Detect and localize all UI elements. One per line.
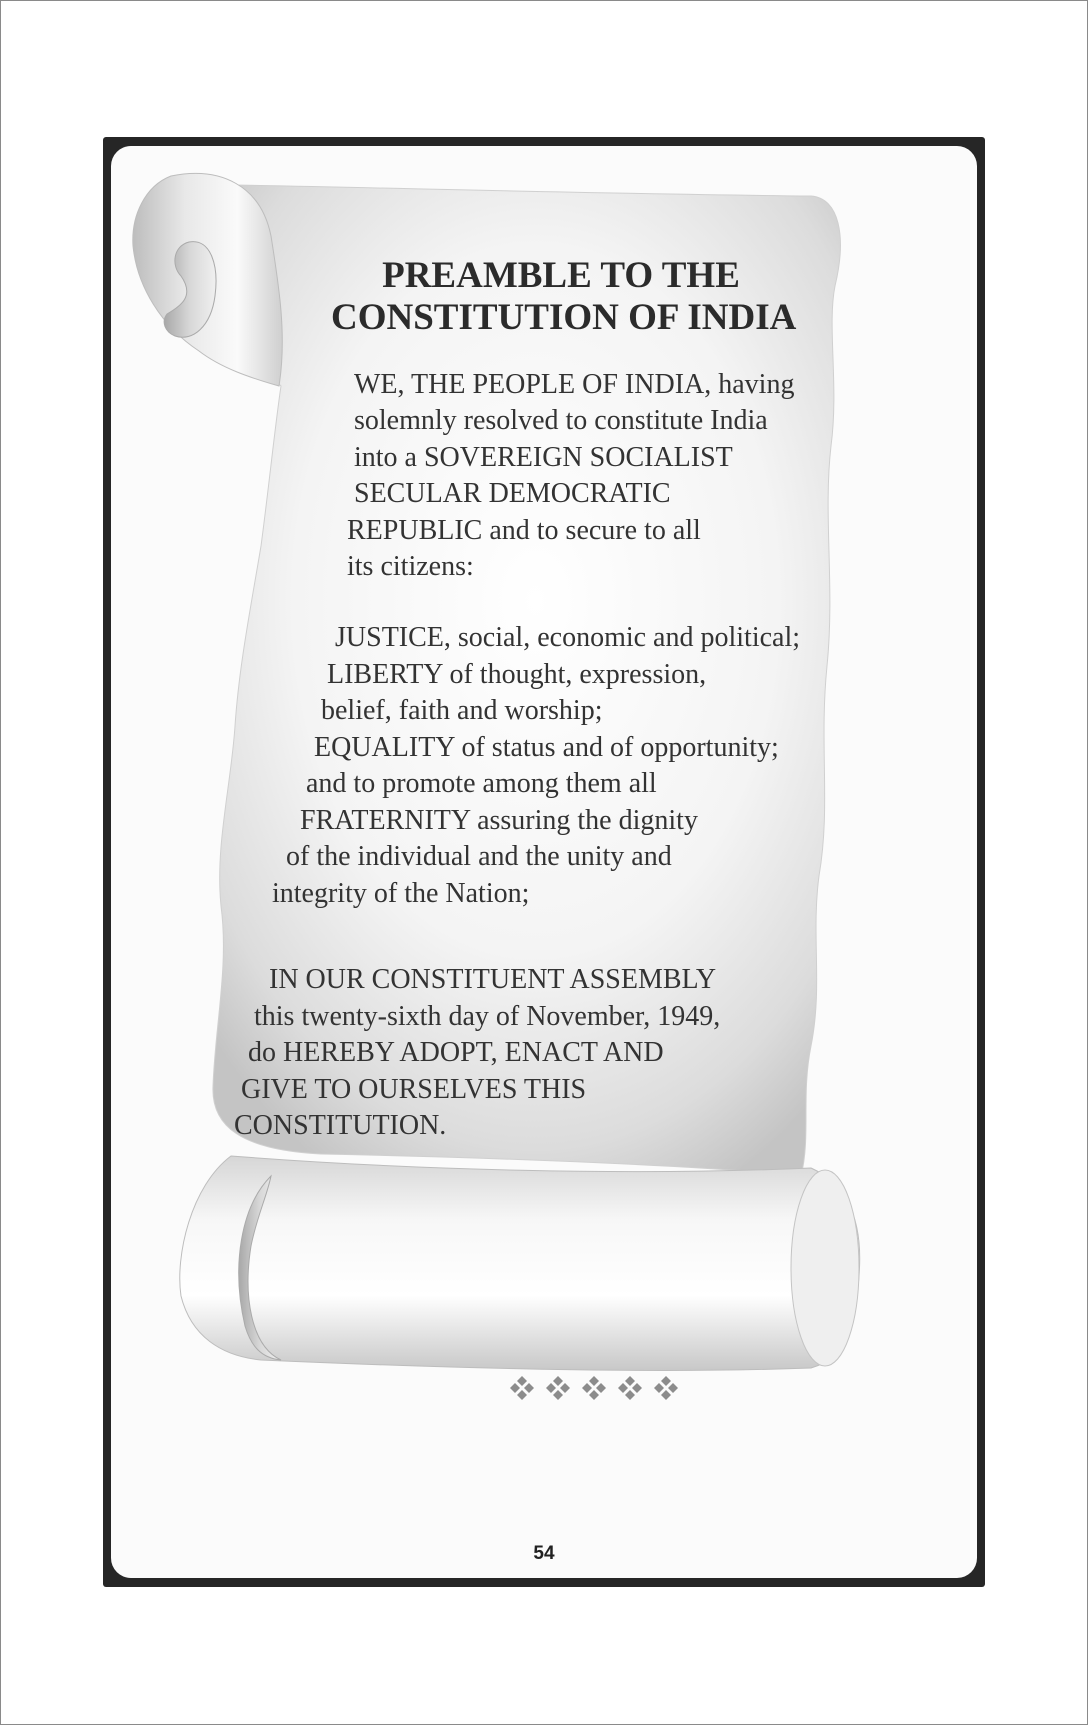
text-line: its citizens: xyxy=(347,551,474,582)
text-line: CONSTITUTION. xyxy=(234,1110,447,1141)
text-line: this twenty-sixth day of November, 1949, xyxy=(254,1001,721,1032)
diamond-cluster-icon xyxy=(618,1376,642,1400)
scroll-bottom-end xyxy=(791,1170,859,1366)
text-line: belief, faith and worship; xyxy=(321,695,603,726)
page-title-line-2: CONSTITUTION OF INDIA xyxy=(331,297,797,338)
scroll-bottom-roll xyxy=(180,1156,860,1370)
page-number: 54 xyxy=(533,1543,555,1564)
text-line: and to promote among them all xyxy=(306,768,657,799)
text-line: WE, THE PEOPLE OF INDIA, having xyxy=(354,369,795,400)
text-line: EQUALITY of status and of opportunity; xyxy=(314,732,779,763)
text-line: REPUBLIC and to secure to all xyxy=(347,515,701,546)
text-line: into a SOVEREIGN SOCIALIST xyxy=(354,442,733,473)
text-line: do HEREBY ADOPT, ENACT AND xyxy=(248,1037,664,1068)
text-line: IN OUR CONSTITUENT ASSEMBLY xyxy=(269,964,717,995)
page-title-line-1: PREAMBLE TO THE xyxy=(382,255,740,296)
text-line: JUSTICE, social, economic and political; xyxy=(335,622,801,653)
text-line: integrity of the Nation; xyxy=(272,878,530,909)
diamond-cluster-icon xyxy=(654,1376,678,1400)
page-content xyxy=(111,146,977,1578)
text-line: LIBERTY of thought, expression, xyxy=(327,659,707,690)
text-line: SECULAR DEMOCRATIC xyxy=(354,478,671,509)
diamond-cluster-icon xyxy=(546,1376,570,1400)
text-line: of the individual and the unity and xyxy=(286,841,672,872)
diamond-cluster-icon xyxy=(582,1376,606,1400)
page-frame xyxy=(103,137,985,1587)
diamond-cluster-icon xyxy=(510,1376,534,1400)
text-line: FRATERNITY assuring the dignity xyxy=(300,805,698,836)
diamond-cluster-ornament xyxy=(506,1371,696,1405)
text-line: solemnly resolved to constitute India xyxy=(354,405,768,436)
text-line: GIVE TO OURSELVES THIS xyxy=(241,1074,587,1105)
